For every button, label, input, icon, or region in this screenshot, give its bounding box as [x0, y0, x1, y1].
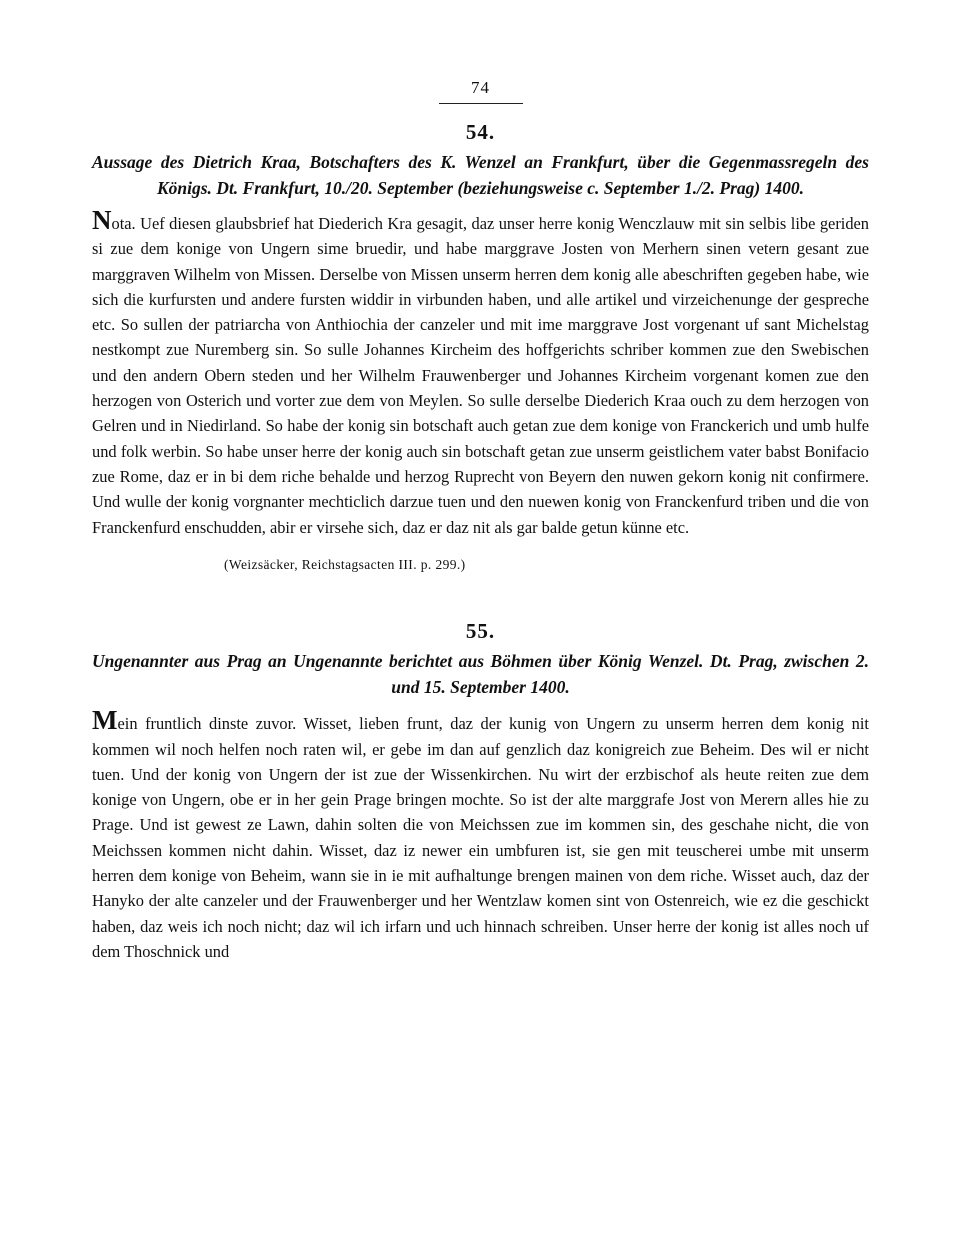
body-text: ein fruntlich dinste zuvor. Wisset, lieben frunt, daz der kunig von Ungern zu unserm herren dem konig nit kommen wil noch helfen noch raten wil, er gebe im dan auf genzlich daz konigreich zue Beheim. Des wil er nicht tuen. Und der konig von Ungern der ist zue der Wissenkirchen. Nu wirt der erzbischof als heute reiten zue dem konige von Ungern, obe er in her gein Prage bringen mochte. So ist der alte marggrafe Jost von Merern alles hie zu Prage. Und ist gewest ze Lawn, dahin solten die von Meichssen zue im kommen sin, des geschahe nicht, die von Meichssen kommen nicht dahin. Wisset, daz iz newer ein umbfuren ist, sie gen mit teuscherei umbe mit unserm herren dem konige von Beheim, wann sie in ie mit aufhaltunge brengen mainen von dem riche. Wisset auch, daz der Hanyko der alte canzeler und der Frauwenberger und her Wentzlaw komen sint von Ostenreich, wie ez die geschickt haben, daz weis ich noch nicht; daz wil ich irfarn und uch hinnach schreiben. Unser herre der konig ist alles noch uf dem Thoschnick und	[92, 714, 869, 961]
document-heading: Ungenannter aus Prag an Ungenannte berichtet aus Böhmen über König Wenzel. Dt. Prag, zwischen 2. und 15. September 1400.	[92, 651, 869, 697]
document-55	[92, 619, 869, 964]
document-body	[92, 705, 869, 964]
document-number: 55.	[465, 619, 496, 644]
document-number: 54.	[465, 120, 496, 144]
document-heading: Aussage des Dietrich Kraa, Botschafters des K. Wenzel an Frankfurt, über die Gegenmassregeln des Königs. Dt. Frankfurt, 10./20. September (beziehungsweise c. September 1./2. Prag) 1400.	[92, 152, 869, 198]
page-number-rule	[439, 103, 523, 104]
drop-initial: N	[92, 205, 112, 235]
book-page	[92, 78, 869, 981]
page-number: 74	[471, 78, 490, 97]
source-citation: (Weizsäcker, Reichstagsacten III. p. 299.)	[224, 557, 466, 573]
body-text: ota. Uef diesen glaubsbrief hat Diederich Kra gesagit, daz unser herre konig Wenczlauw mit sin selbis libe geriden si zue dem konige von Ungern sime bruedir, und habe marggrave Josten von Merhern sinen vetern gesant zue marggraven Wilhelm von Missen. Derselbe von Missen unserm herren dem konig alle abeschriften gegeben habe, wie sich die kurfursten und andere fursten widdir in virbunden haben, und alle artikel und virzeichenunge der gespreche etc. So sullen der patriarcha von Anthiochia der canzeler und mit ime marggrave Jost vorgenant uf sant Michelstag nestkompt zue Nuremberg sin. So sulle Johannes Kircheim des hoffgerichts schriber kommen zue den Swebischen und den andern Obern steden und her Wilhelm Frauwenberger und Johannes Kircheim vorgenant komen zue den herzogen von Osterich und vorter zue dem von Meylen. So sulle derselbe Diederich Kraa ouch zu dem herzogen von Gelren und in Niedirland. So habe der konig sin botschaft auch getan zue dem konige von Franckerich und umb hulfe und folk werbin. So habe unser herre der konig auch sin botschaft getan zue unserm geistlichem vater babst Bonifacio zue Rome, daz er in bi dem riche behalde und herzog Ruprecht von Beyern den nuwen gekorn konig nit confirmere. Und wulle der konig vorgnanter mechticlich darzue tuen und den nuewen konig von Franckenfurd triben und die von Franckenfurd enschudden, abir er virsehe sich, daz er daz nit als gar balde getun künne etc.	[92, 214, 869, 537]
drop-initial: M	[92, 705, 118, 736]
document-54	[92, 120, 869, 574]
document-body	[92, 205, 869, 540]
